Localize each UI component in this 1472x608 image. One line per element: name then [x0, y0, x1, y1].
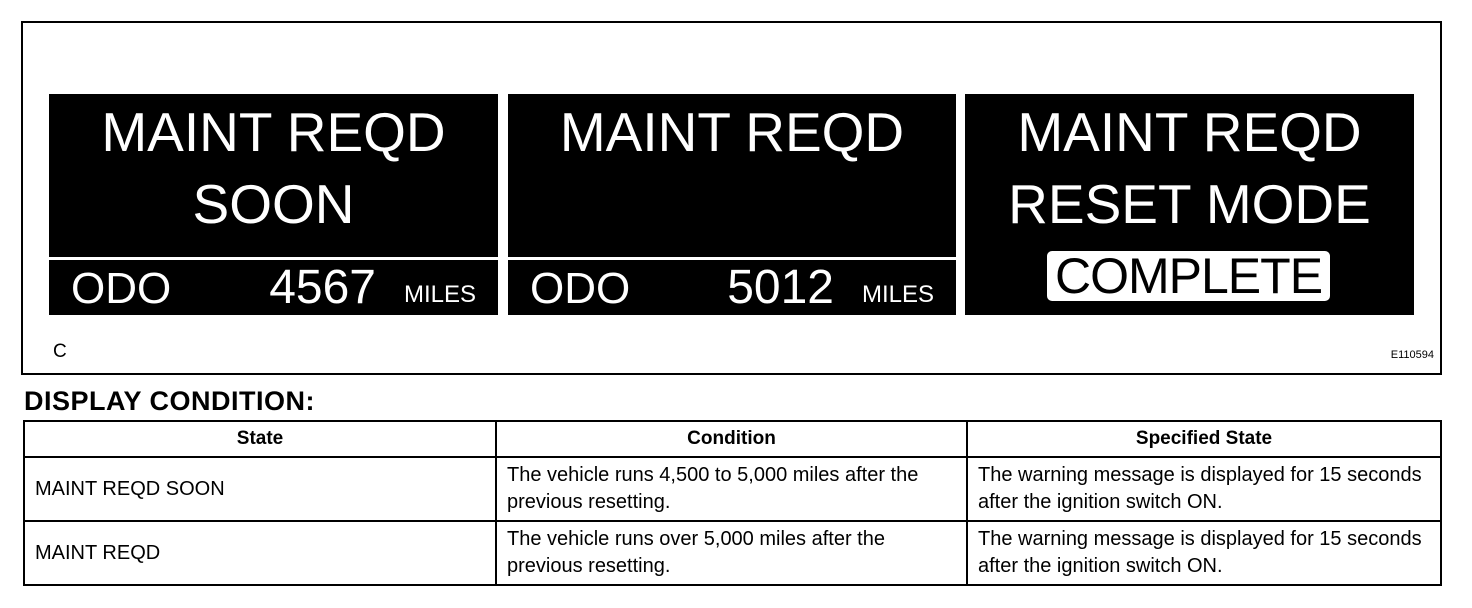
odo-label: ODO: [530, 264, 631, 313]
column-header-state: State: [24, 421, 496, 457]
panel-message: [508, 94, 956, 260]
display-panel-reqd: [508, 94, 956, 315]
display-condition-table: [23, 420, 1442, 586]
table-cell-specified-state: The warning message is displayed for 15 seconds after the ignition switch ON.: [967, 521, 1441, 585]
display-panel-reset: [965, 94, 1414, 315]
table-cell-state: MAINT REQD SOON: [24, 457, 496, 521]
message-line: SOON: [192, 173, 355, 235]
table-cell-state: MAINT REQD: [24, 521, 496, 585]
figure-id: E110594: [1390, 349, 1434, 361]
odo-value: 4567: [269, 261, 376, 314]
odo-label: ODO: [71, 264, 172, 313]
odometer-row: [49, 260, 498, 315]
section-title: DISPLAY CONDITION:: [24, 386, 316, 416]
table-row: [24, 521, 1441, 585]
odo-unit: MILES: [403, 281, 476, 308]
message-line: RESET MODE: [1008, 173, 1371, 235]
odometer-row: [508, 260, 956, 315]
complete-badge: COMPLETE: [1047, 251, 1330, 301]
message-line: MAINT REQD: [101, 101, 446, 163]
message-line: MAINT REQD: [1017, 101, 1362, 163]
message-line: MAINT REQD: [559, 101, 905, 163]
panel-message: [49, 94, 498, 260]
table-row: [24, 457, 1441, 521]
column-header-condition: Condition: [496, 421, 967, 457]
display-panel-soon: [49, 94, 498, 315]
display-figure: [21, 21, 1442, 375]
table-cell-condition: The vehicle runs over 5,000 miles after the previous resetting.: [496, 521, 967, 585]
table-cell-condition: The vehicle runs 4,500 to 5,000 miles after the previous resetting.: [496, 457, 967, 521]
odo-unit: MILES: [861, 281, 934, 308]
figure-letter: C: [53, 341, 67, 362]
table-cell-specified-state: The warning message is displayed for 15 seconds after the ignition switch ON.: [967, 457, 1441, 521]
table-header-row: [24, 421, 1441, 457]
column-header-specified-state: Specified State: [967, 421, 1441, 457]
odo-value: 5012: [727, 261, 834, 314]
